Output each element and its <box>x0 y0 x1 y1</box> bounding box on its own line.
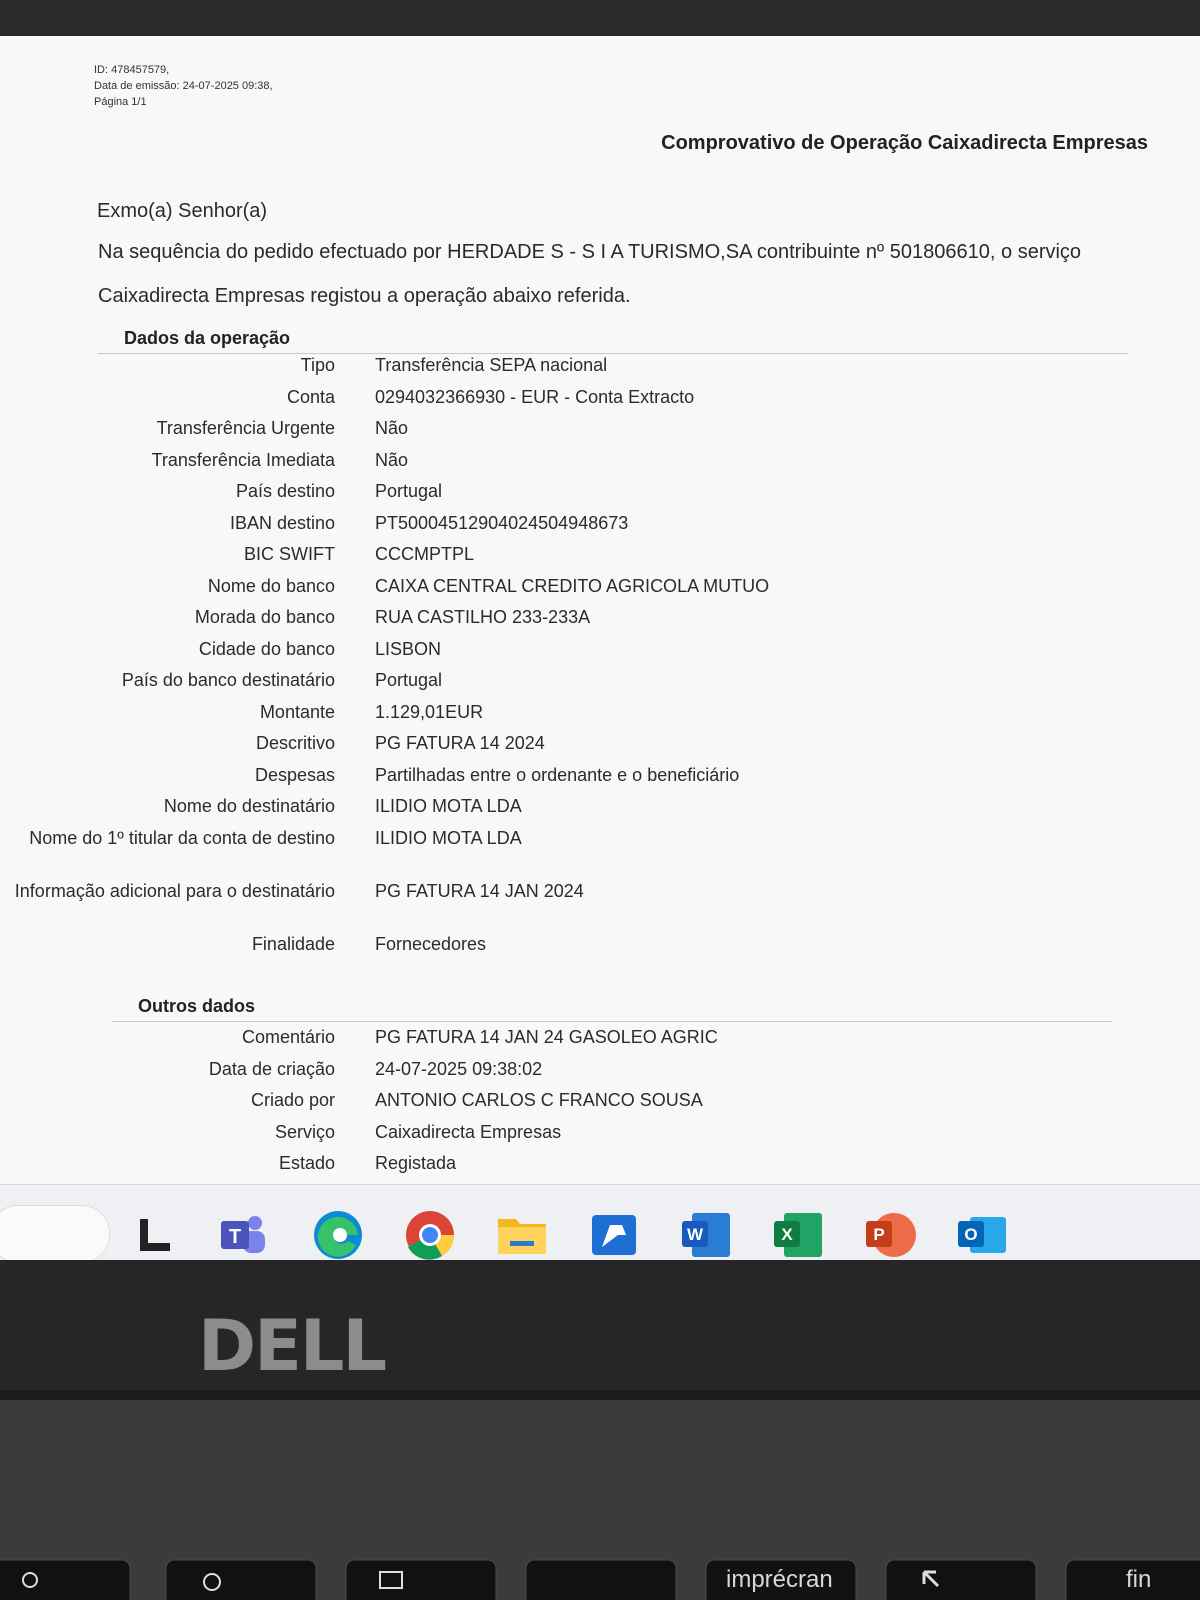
detail-label: Informação adicional para o destinatário <box>14 880 335 901</box>
detail-value: RUA CASTILHO 233-233A <box>375 607 591 627</box>
detail-value: Partilhadas entre o ordenante e o beneficiário <box>375 764 740 785</box>
svg-text:T: T <box>228 1226 242 1248</box>
detail-value: PG FATURA 14 JAN 24 GASOLEO AGRIC <box>375 1027 718 1047</box>
detail-row <box>0 764 1200 796</box>
detail-label: IBAN destino <box>229 512 335 533</box>
svg-text:W: W <box>686 1225 704 1244</box>
detail-value: CCCMPTPL <box>375 544 475 564</box>
detail-label: Serviço <box>274 1121 335 1142</box>
detail-label: Finalidade <box>251 933 335 954</box>
detail-row <box>0 543 1200 575</box>
other-details-list <box>0 1026 1200 1184</box>
detail-value: PG FATURA 14 JAN 2024 <box>375 880 584 901</box>
detail-value: Não <box>375 449 409 470</box>
dell-logo: DELL <box>198 1305 386 1387</box>
detail-row <box>0 933 1200 965</box>
page-title: Comprovativo de Operação Caixadirecta Empresas <box>661 132 1148 154</box>
detail-row <box>0 480 1200 512</box>
detail-row <box>0 1152 1200 1184</box>
issue-date: Data de emissão: 24-07-2025 09:38, <box>94 80 273 92</box>
detail-value: CAIXA CENTRAL CREDITO AGRICOLA MUTUO <box>375 575 770 596</box>
detail-value: PG FATURA 14 2024 <box>375 733 545 753</box>
key-end: fin <box>1126 1566 1152 1593</box>
detail-value: 24-07-2025 09:38:02 <box>375 1058 543 1079</box>
svg-text:X: X <box>781 1225 793 1244</box>
detail-row <box>0 1058 1200 1090</box>
detail-label: Montante <box>259 701 335 722</box>
detail-value: 1.129,01EUR <box>375 701 484 722</box>
detail-value: Caixadirecta Empresas <box>375 1121 562 1142</box>
svg-text:O: O <box>964 1225 978 1244</box>
operation-section-heading: Dados da operação <box>98 328 1128 354</box>
detail-row <box>0 449 1200 481</box>
detail-row <box>0 354 1200 386</box>
page-number: Página 1/1 <box>94 96 147 108</box>
detail-row <box>0 880 1200 933</box>
detail-row <box>0 512 1200 544</box>
store-icon[interactable] <box>588 1209 640 1261</box>
detail-value: Transferência SEPA nacional <box>375 355 608 375</box>
outlook-icon[interactable] <box>956 1209 1008 1261</box>
detail-label: Nome do banco <box>207 575 335 596</box>
detail-value: ANTONIO CARLOS C FRANCO SOUSA <box>375 1090 703 1110</box>
detail-value: Registada <box>375 1153 457 1173</box>
detail-label: Cidade do banco <box>198 638 335 659</box>
detail-value: Fornecedores <box>375 933 487 954</box>
detail-label: Tipo <box>300 355 335 375</box>
detail-label: Comentário <box>241 1027 335 1047</box>
detail-value: Portugal <box>375 670 443 690</box>
excel-icon[interactable] <box>772 1209 824 1261</box>
detail-value: LISBON <box>375 638 442 659</box>
document-meta <box>94 62 273 110</box>
detail-value: PT50004512904024504948673 <box>375 512 629 533</box>
intro-paragraph: Na sequência do pedido efectuado por HERDADE S - S I A TURISMO,SA contribuinte nº 501806610, o serviço Caixadirecta Empresas registou a operação abaixo referida. <box>98 241 1082 307</box>
word-icon[interactable] <box>680 1209 732 1261</box>
window-top-bar <box>0 0 1200 40</box>
file-explorer-icon[interactable] <box>496 1209 548 1261</box>
detail-value: 0294032366930 - EUR - Conta Extracto <box>375 386 695 407</box>
detail-label: Transferência Imediata <box>151 449 335 470</box>
detail-label: Descritivo <box>255 733 335 753</box>
detail-label: Nome do 1º titular da conta de destino <box>29 827 335 848</box>
detail-row <box>0 795 1200 827</box>
detail-label: Criado por <box>250 1090 335 1110</box>
detail-label: Despesas <box>254 764 335 785</box>
powerpoint-icon[interactable] <box>864 1209 916 1261</box>
detail-row <box>0 1089 1200 1121</box>
svg-text:P: P <box>873 1225 885 1244</box>
detail-value: ILIDIO MOTA LDA <box>375 796 522 816</box>
detail-row <box>0 701 1200 733</box>
document-id: ID: 478457579, <box>94 64 170 76</box>
detail-row <box>0 638 1200 670</box>
detail-label: BIC SWIFT <box>244 544 335 564</box>
detail-label: Conta <box>286 386 335 407</box>
detail-label: País do banco destinatário <box>121 670 335 690</box>
detail-row <box>0 827 1200 880</box>
detail-row <box>0 386 1200 418</box>
detail-label: Transferência Urgente <box>156 418 335 438</box>
detail-row <box>0 1121 1200 1153</box>
detail-value: Portugal <box>375 481 443 501</box>
detail-label: Estado <box>278 1153 335 1173</box>
detail-label: Nome do destinatário <box>163 796 335 816</box>
other-section-heading: Outros dados <box>112 996 1112 1022</box>
detail-row <box>0 669 1200 701</box>
detail-row <box>0 575 1200 607</box>
key-print-screen: imprécran <box>726 1566 833 1593</box>
laptop-keyboard <box>0 1400 1200 1600</box>
detail-row <box>0 606 1200 638</box>
widgets-icon[interactable] <box>128 1209 180 1261</box>
operation-details-list <box>0 354 1200 964</box>
detail-value: Não <box>375 418 409 438</box>
detail-row <box>0 732 1200 764</box>
detail-label: Data de criação <box>208 1058 335 1079</box>
greeting: Exmo(a) Senhor(a) <box>97 200 268 222</box>
chrome-icon[interactable] <box>404 1209 456 1261</box>
document-viewer <box>0 36 1200 1248</box>
detail-row <box>0 1026 1200 1058</box>
detail-label: Morada do banco <box>194 607 335 627</box>
detail-label: País destino <box>235 481 335 501</box>
teams-icon[interactable] <box>218 1209 270 1261</box>
edge-icon[interactable] <box>312 1209 364 1261</box>
taskbar-search[interactable] <box>0 1205 110 1263</box>
laptop-bezel <box>0 1260 1200 1390</box>
detail-value: ILIDIO MOTA LDA <box>375 827 522 848</box>
detail-row <box>0 417 1200 449</box>
